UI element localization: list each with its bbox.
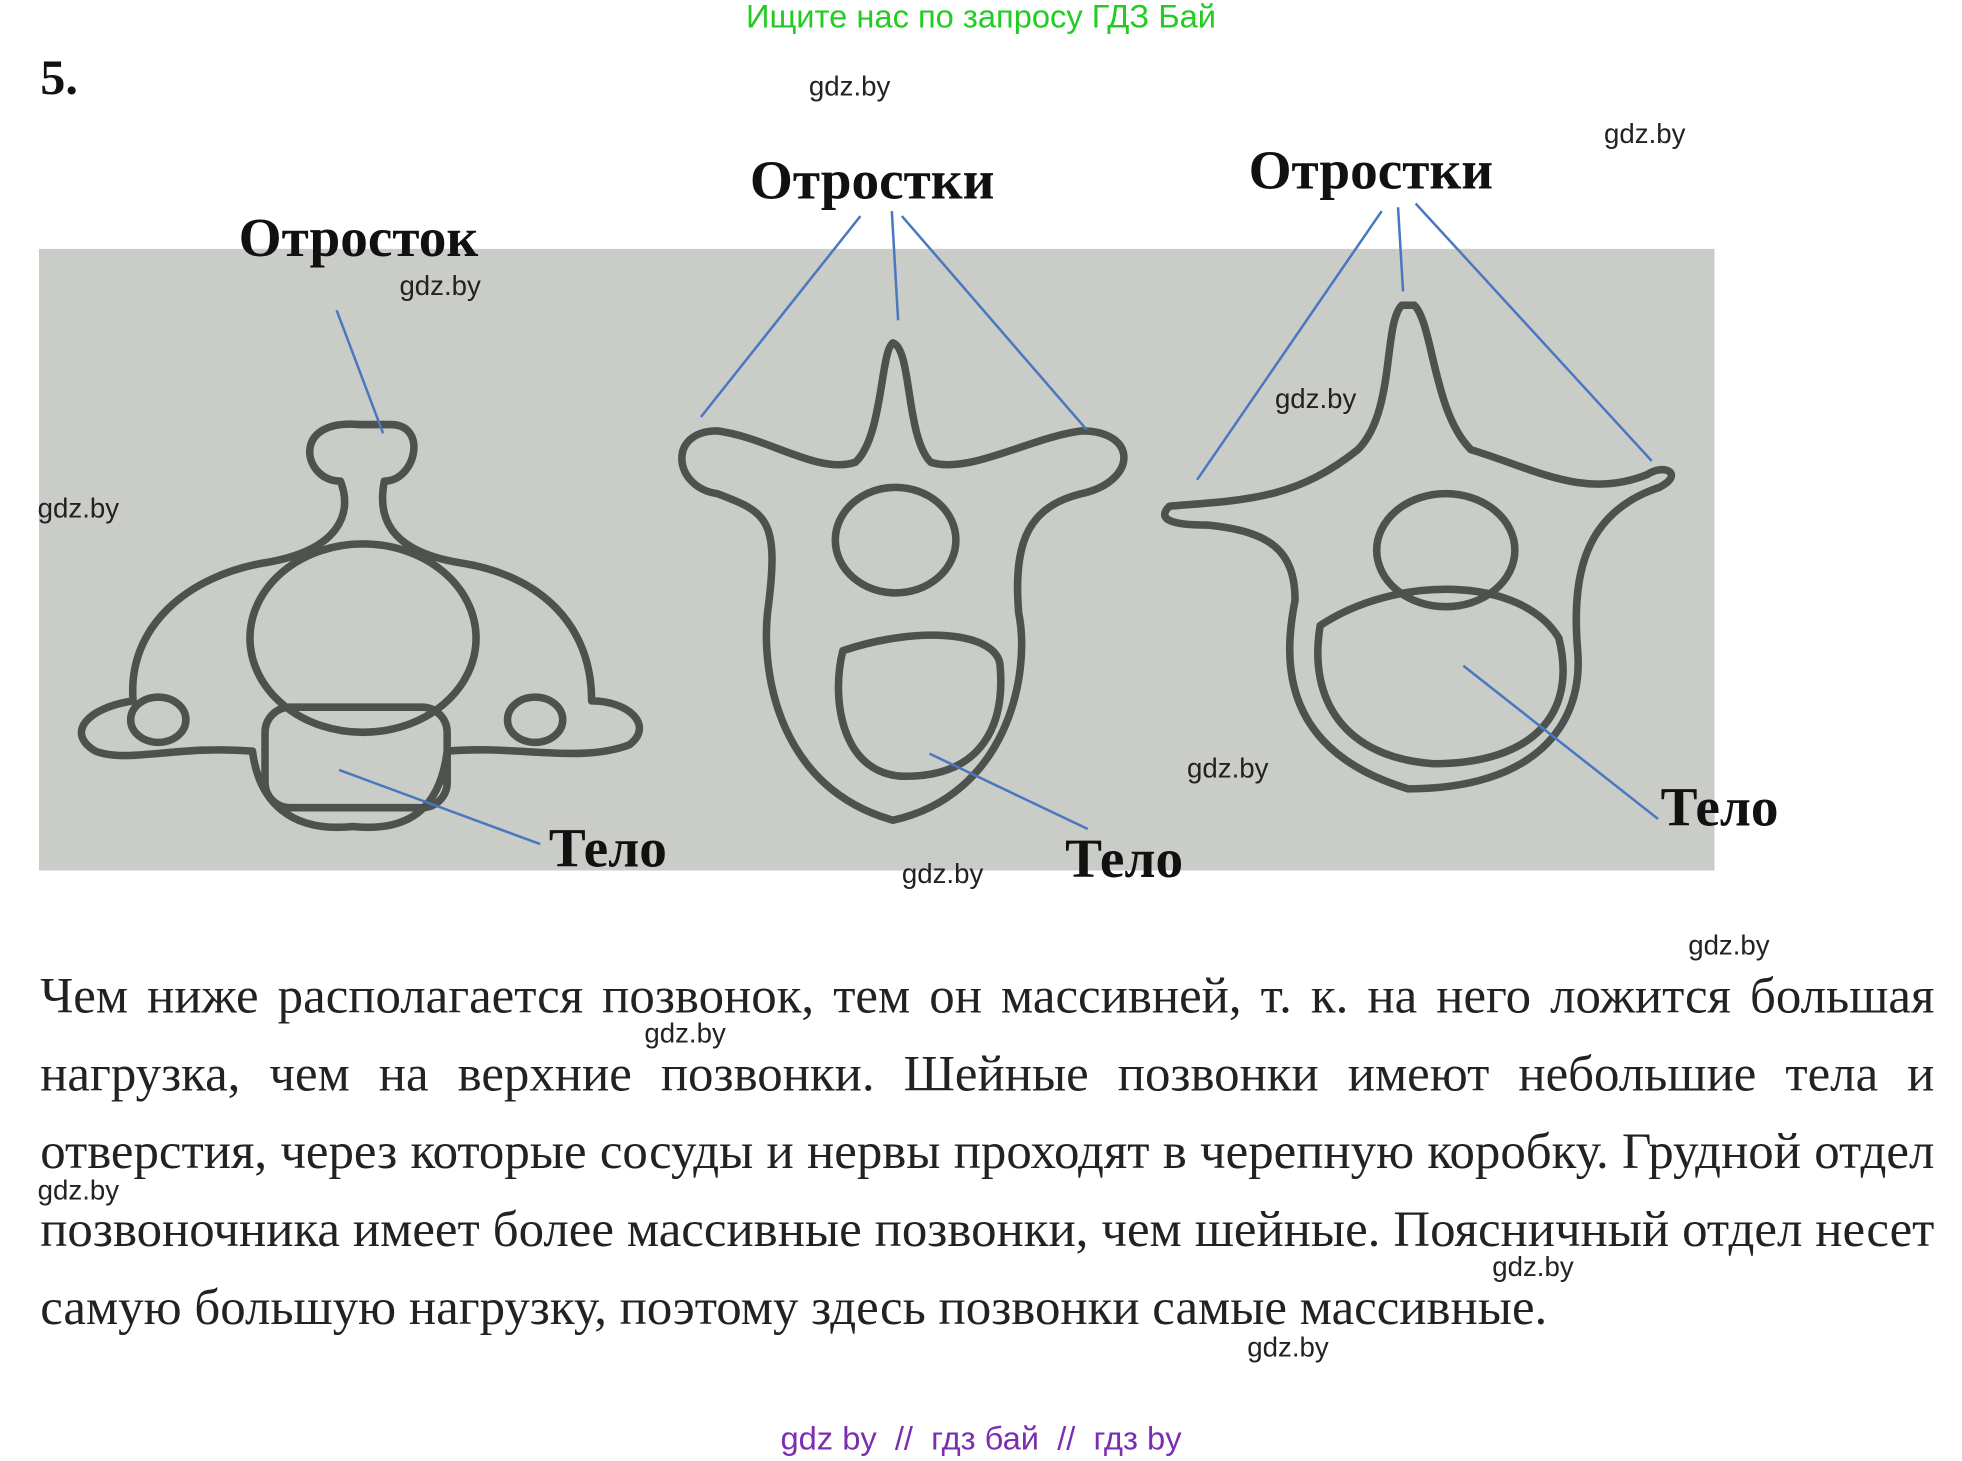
- pointer-line: [1398, 207, 1403, 291]
- watermark: gdz.by: [808, 70, 891, 102]
- watermark: gdz.by: [399, 270, 481, 302]
- watermark: gdz.by: [37, 492, 120, 524]
- pointer-line: [1416, 203, 1652, 461]
- pointer-line: [892, 211, 898, 320]
- pointer-line: [337, 310, 383, 433]
- watermark: gdz.by: [1604, 118, 1686, 150]
- pointer-line: [902, 216, 1087, 430]
- pointer-line: [1463, 666, 1658, 819]
- label-body-lumbar: Тело: [1660, 776, 1779, 838]
- pointer-line: [930, 754, 1088, 829]
- footer-links: gdz by // гдз бай // гдз by: [780, 1419, 1182, 1458]
- watermark: gdz.by: [1187, 752, 1269, 784]
- pointer-line: [1197, 211, 1382, 480]
- watermark: gdz.by: [901, 857, 984, 890]
- label-process-cervical: Отросток: [238, 207, 479, 269]
- watermark: gdz.by: [644, 1017, 726, 1049]
- pointer-line: [701, 216, 861, 417]
- promo-banner: Ищите нас по запросу ГДЗ Бай: [745, 0, 1217, 36]
- task-number: 5.: [40, 48, 78, 106]
- label-processes-thoracic: Отростки: [749, 149, 995, 212]
- watermark: gdz.by: [1688, 929, 1770, 961]
- label-processes-lumbar: Отростки: [1248, 139, 1494, 201]
- watermark: gdz.by: [1274, 383, 1357, 415]
- watermark: gdz.by: [1492, 1251, 1574, 1283]
- watermark: gdz.by: [37, 1174, 120, 1206]
- label-body-thoracic: Тело: [1065, 827, 1184, 890]
- watermark: gdz.by: [1247, 1331, 1329, 1363]
- answer-paragraph: Чем ниже располагается позвонок, тем он массивней, т. к. на него ложится большая нагрузка, чем на верхние позвонки. Шейные позвонки имеют небольшие тела и отверстия, через которые сосуды и нервы проходят в черепную коробку. Грудной отдел позвоночника имеет более массивные позвонки, чем шейные. Поясничный отдел несет самую большую нагрузку, поэтому здесь позвонки самые массивные.: [40, 967, 1935, 1336]
- label-body-cervical: Тело: [548, 817, 667, 880]
- pointer-line: [339, 770, 540, 844]
